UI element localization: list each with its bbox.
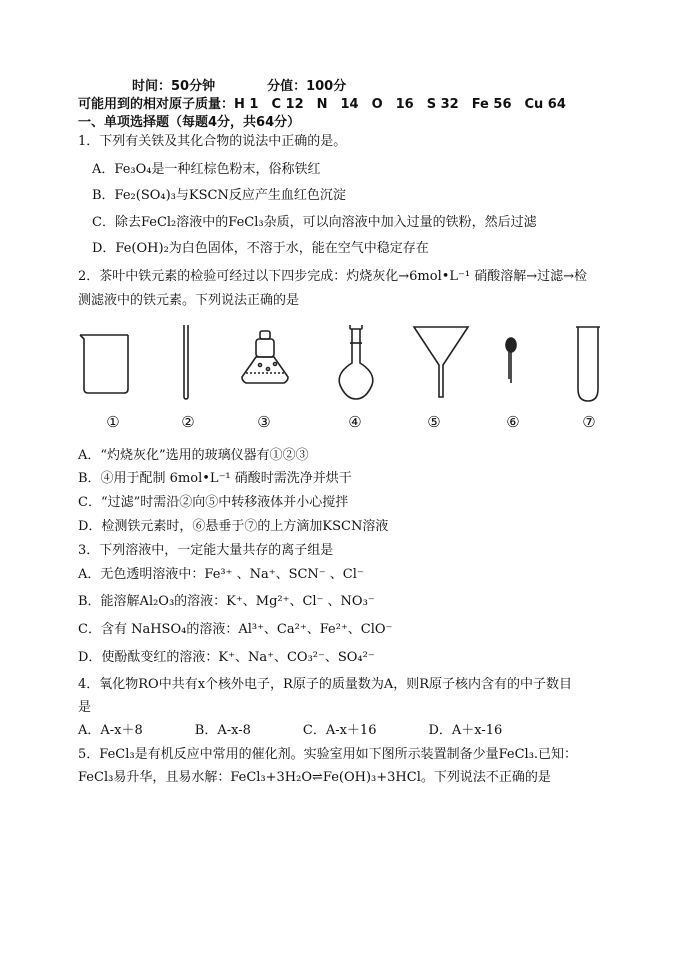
q2-stem-line2: 测滤液中的铁元素。下列说法正确的是 xyxy=(78,293,300,308)
q2-option-a: A．“灼烧灰化”选用的玻璃仪器有①②③ xyxy=(78,448,309,463)
q1-stem: 1．下列有关铁及其化合物的说法中正确的是。 xyxy=(78,134,347,149)
label-3: ③ xyxy=(257,413,271,431)
label-4: ④ xyxy=(348,413,362,431)
q3-stem: 3．下列溶液中，一定能大量共存的离子组是 xyxy=(78,543,334,558)
q1-option-a: A．Fe₃O₄是一种红棕色粉末，俗称铁红 xyxy=(92,162,321,177)
funnel-icon xyxy=(414,327,468,397)
q4-stem-line2: 是 xyxy=(78,700,92,715)
test-tube-icon xyxy=(576,327,600,401)
q3-option-a: A．无色透明溶液中：Fe³⁺ 、Na⁺、SCN⁻ 、Cl⁻ xyxy=(78,567,364,582)
alcohol-lamp-icon xyxy=(242,331,288,383)
label-2: ② xyxy=(181,413,195,431)
label-1: ① xyxy=(106,413,120,431)
q5-stem-line1: 5．FeCl₃是有机反应中常用的催化剂。实验室用如下图所示装置制备少量FeCl₃.已知： xyxy=(78,747,578,762)
q1-option-b: B．Fe₂(SO₄)₃与KSCN反应产生血红色沉淀 xyxy=(92,188,346,203)
label-6: ⑥ xyxy=(506,413,520,431)
q2-option-c: C．“过滤”时需沿②向⑤中转移液体并小心搅拌 xyxy=(78,495,349,510)
q4-stem-line1: 4．氧化物RO中共有x个核外电子，R原子的质量数为A，则R原子核内含有的中子数目 xyxy=(78,677,573,692)
dropper-icon xyxy=(506,338,516,383)
time-score: 时间：50分钟 分值：100分 xyxy=(132,79,347,94)
beaker-icon xyxy=(80,335,128,393)
atomic-masses: 可能用到的相对原子质量：H 1 C 12 N 14 O 16 S 32 Fe 56 Cu 64 xyxy=(78,97,566,112)
glass-rod-icon xyxy=(184,325,188,399)
section-heading: 一、单项选择题（每题4分，共64分） xyxy=(78,115,301,130)
q3-option-b: B．能溶解Al₂O₃的溶液：K⁺、Mg²⁺、Cl⁻ 、NO₃⁻ xyxy=(78,594,375,609)
q2-option-d: D．检测铁元素时，⑥悬垂于⑦的上方滴加KSCN溶液 xyxy=(78,519,389,534)
label-7: ⑦ xyxy=(582,413,596,431)
q1-option-c: C．除去FeCl₂溶液中的FeCl₃杂质，可以向溶液中加入过量的铁粉，然后过滤 xyxy=(92,215,537,230)
q3-option-d: D．使酚酞变红的溶液：K⁺、Na⁺、CO₃²⁻、SO₄²⁻ xyxy=(78,650,375,665)
volumetric-flask-icon xyxy=(339,325,373,399)
q3-option-c: C．含有 NaHSO₄的溶液：Al³⁺、Ca²⁺、Fe²⁺、ClO⁻ xyxy=(78,622,393,637)
label-5: ⑤ xyxy=(427,413,441,431)
q4-options: A．A-x＋8 B．A-x-8 C．A-x＋16 D．A＋x-16 xyxy=(78,723,503,738)
q1-option-d: D．Fe(OH)₂为白色固体，不溶于水，能在空气中稳定存在 xyxy=(92,241,429,256)
q5-stem-line2: FeCl₃易升华，且易水解：FeCl₃+3H₂O⇌Fe(OH)₃+3HCl。下列说法不正确的是 xyxy=(78,770,551,785)
q2-option-b: B．④用于配制 6mol•L⁻¹ 硝酸时需洗净并烘干 xyxy=(78,471,352,486)
q2-stem-line1: 2．茶叶中铁元素的检验可经过以下四步完成：灼烧灰化→6mol•L⁻¹ 硝酸溶解→过滤→检 xyxy=(78,269,588,284)
